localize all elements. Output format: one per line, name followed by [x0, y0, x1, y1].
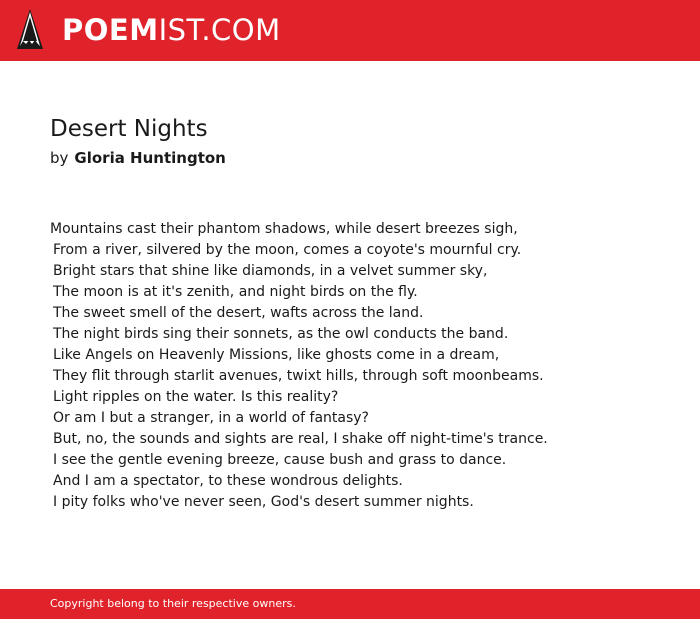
- poem-line: Bright stars that shine like diamonds, in a velvet summer sky,: [53, 263, 488, 279]
- poem-line: Or am I but a stranger, in a world of fantasy?: [53, 410, 369, 426]
- site-header: [0, 0, 700, 61]
- byline: [50, 149, 226, 167]
- poem-line: They flit through starlit avenues, twixt hills, through soft moonbeams.: [53, 368, 544, 384]
- poem-title: Desert Nights: [50, 116, 208, 142]
- poem-line: The night birds sing their sonnets, as the owl conducts the band.: [53, 326, 509, 342]
- poem-line: The moon is at it's zenith, and night birds on the fly.: [53, 284, 418, 300]
- poem-line: And I am a spectator, to these wondrous delights.: [53, 473, 403, 489]
- poem-line: Light ripples on the water. Is this reality?: [53, 389, 339, 405]
- brand-light: IST.COM: [158, 13, 281, 47]
- poem-line: I see the gentle evening breeze, cause bush and grass to dance.: [53, 452, 507, 468]
- poem-line: Mountains cast their phantom shadows, while desert breezes sigh,: [50, 221, 518, 237]
- site-footer: [0, 589, 700, 619]
- poem-line: The sweet smell of the desert, wafts across the land.: [53, 305, 424, 321]
- author-name: Gloria Huntington: [74, 149, 226, 167]
- by-label: by: [50, 149, 69, 167]
- pencil-logo-icon[interactable]: [17, 9, 43, 51]
- poem-line: Like Angels on Heavenly Missions, like ghosts come in a dream,: [53, 347, 500, 363]
- poem-body: [50, 219, 670, 513]
- brand-bold: POEM: [62, 13, 159, 47]
- site-logo-text[interactable]: [62, 12, 281, 48]
- poem-line: I pity folks who've never seen, God's desert summer nights.: [53, 494, 474, 510]
- poem-line: But, no, the sounds and sights are real, I shake off night-time's trance.: [53, 431, 548, 447]
- poem-line: From a river, silvered by the moon, comes a coyote's mournful cry.: [53, 242, 522, 258]
- copyright-text: Copyright belong to their respective owners.: [50, 597, 296, 610]
